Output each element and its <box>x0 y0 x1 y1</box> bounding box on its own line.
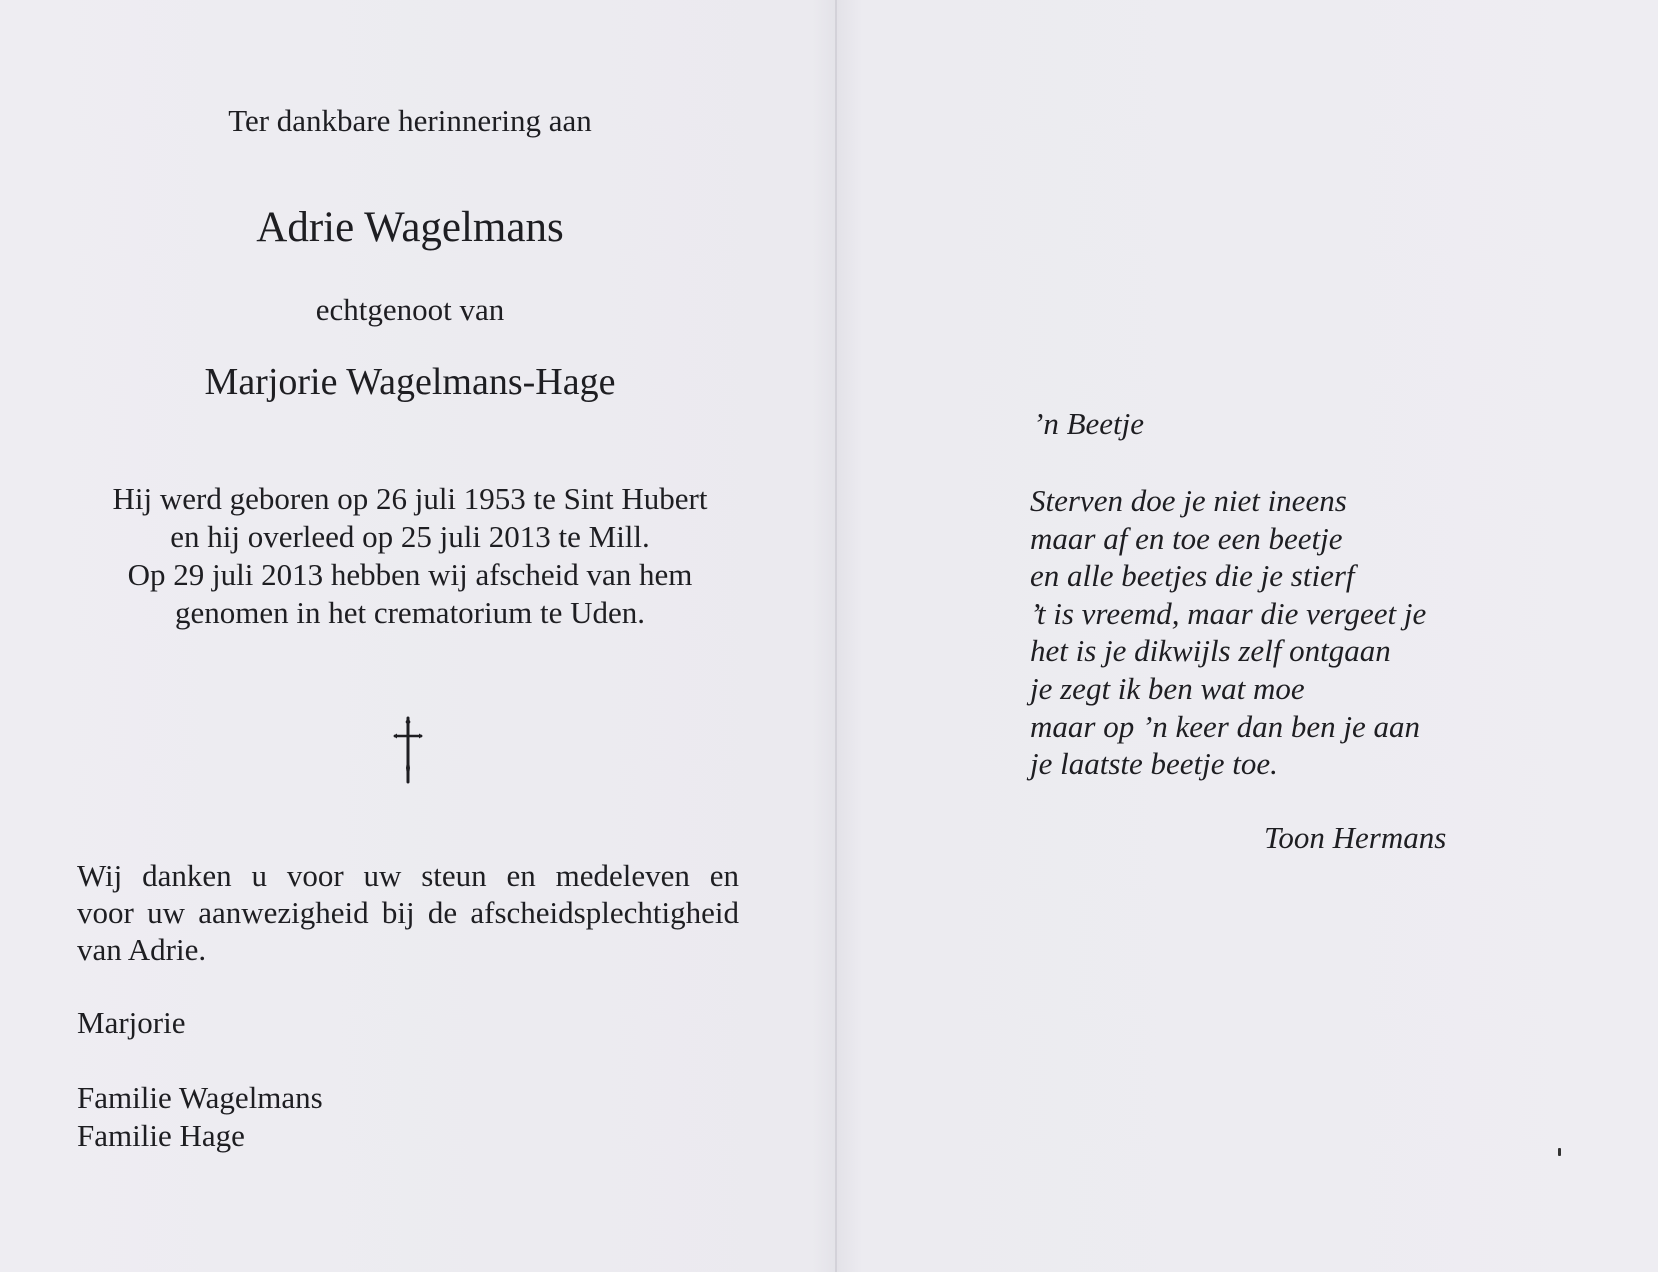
poem-line: ’t is vreemd, maar die vergeet je <box>1030 595 1427 631</box>
biography <box>80 480 740 632</box>
poem-line: Sterven doe je niet ineens <box>1030 483 1347 518</box>
spouse-name: Marjorie Wagelmans-Hage <box>204 361 616 403</box>
signature-family: Familie Wagelmans <box>77 1080 323 1115</box>
poem-line: en alle beetjes die je stierf <box>1030 558 1355 594</box>
bio-line: genomen in het crematorium te Uden. <box>174 595 645 630</box>
signature-spouse: Marjorie <box>77 1005 186 1040</box>
poet-name: Toon Hermans <box>1264 820 1447 855</box>
thanks-line: van Adrie. <box>77 932 207 967</box>
signature-family: Familie Hage <box>77 1118 245 1153</box>
thanks-line: Wij danken u voor uw steun en medeleven en <box>77 858 739 893</box>
bio-line: Op 29 juli 2013 hebben wij afscheid van hem <box>127 557 693 592</box>
thanks-paragraph <box>77 857 739 968</box>
card-fold <box>835 0 837 1272</box>
intro-text: Ter dankbare herinnering aan <box>228 103 592 138</box>
poem-line: maar af en toe een beetje <box>1030 520 1343 556</box>
deceased-name: Adrie Wagelmans <box>256 204 564 251</box>
thanks-line: voor uw aanwezigheid bij de afscheidsplechtigheid <box>77 895 739 930</box>
poem-line: maar op ’n keer dan ben je aan <box>1030 708 1420 744</box>
bio-line: en hij overleed op 25 juli 2013 te Mill. <box>170 519 650 554</box>
cross-icon <box>390 714 426 784</box>
poem-line: je zegt ik ben wat moe <box>1030 670 1305 706</box>
poem-title: ’n Beetje <box>1033 406 1145 441</box>
poem-line: je laatste beetje toe. <box>1030 746 1278 782</box>
bio-line: Hij werd geboren op 26 juli 1953 te Sint Hubert <box>112 481 708 516</box>
right-panel <box>840 0 1658 1272</box>
poem-line: het is je dikwijls zelf ontgaan <box>1030 633 1391 669</box>
paper-speck <box>1558 1148 1561 1156</box>
poem <box>1030 482 1426 783</box>
relation-text: echtgenoot van <box>315 292 505 327</box>
